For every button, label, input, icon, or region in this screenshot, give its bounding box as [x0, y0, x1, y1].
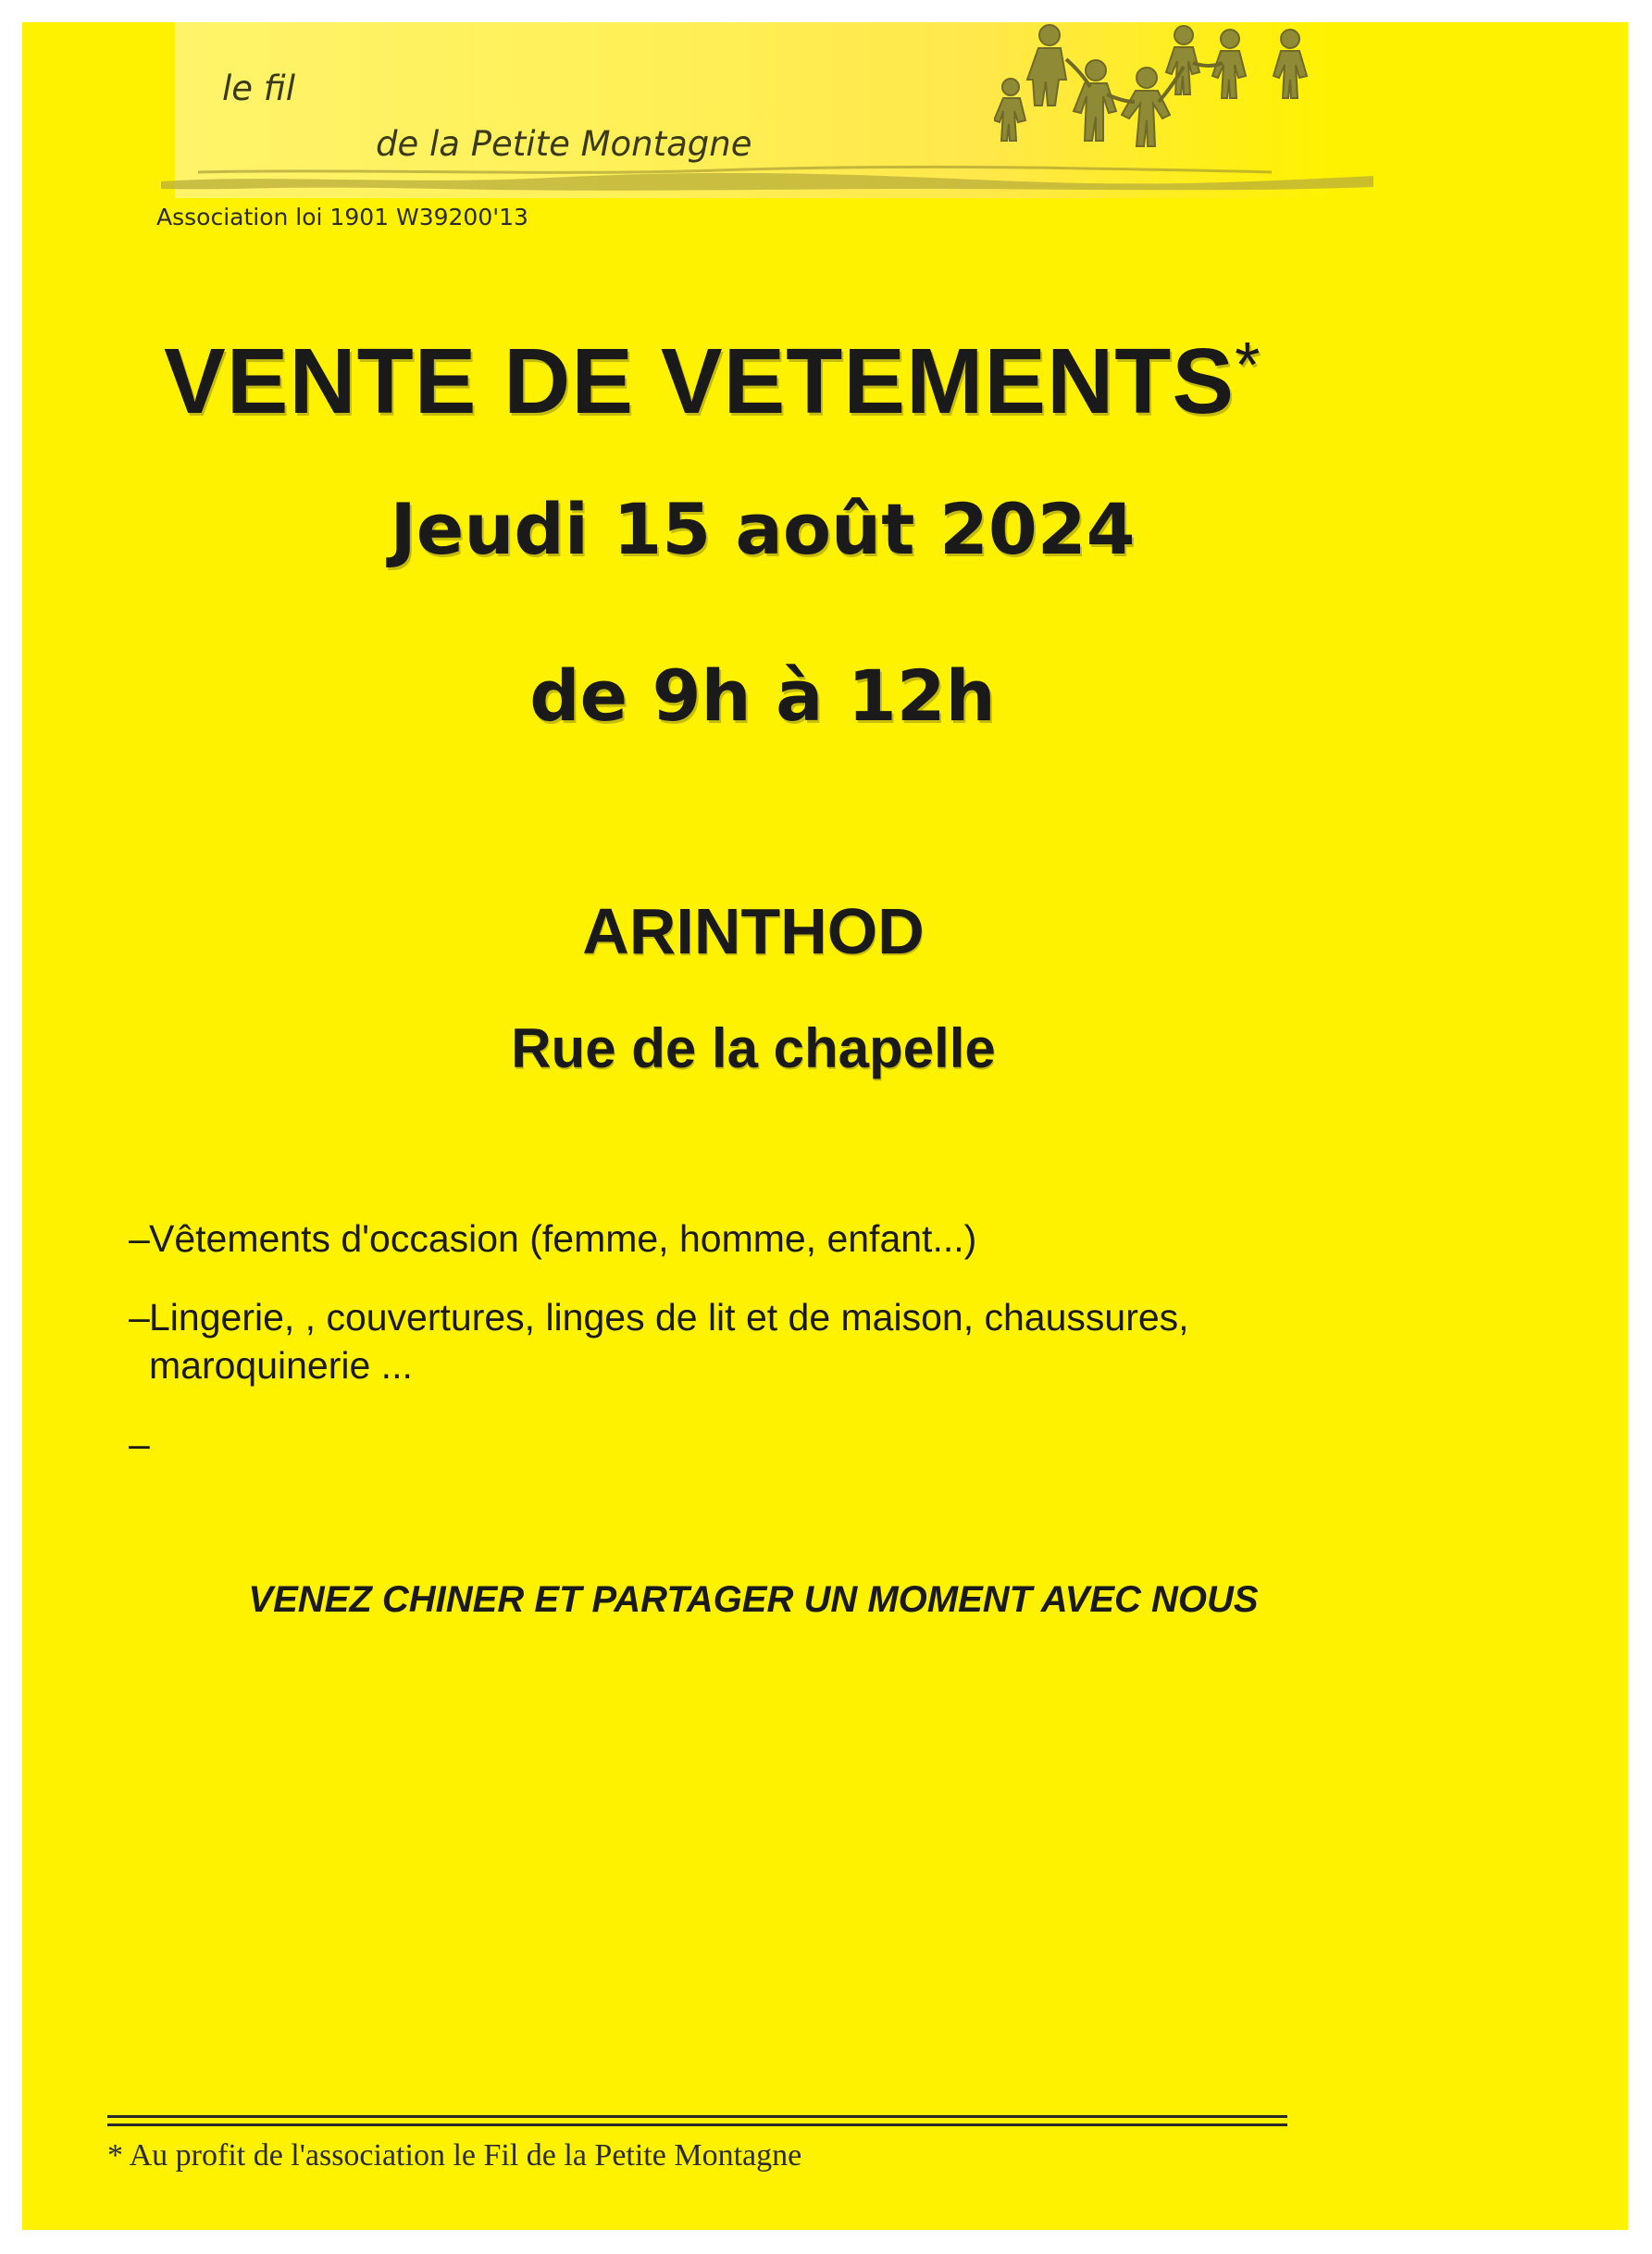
- list-item: [129, 1293, 1332, 1389]
- invitation-text: VENEZ CHINER ET PARTAGER UN MOMENT AVEC NOUS: [248, 1579, 1259, 1620]
- event-town: ARINTHOD: [582, 895, 925, 967]
- flyer-sheet: [22, 22, 1628, 2230]
- logo-text-line-1: le fil: [222, 68, 295, 108]
- event-hours: de 9h à 12h: [529, 654, 996, 737]
- items-list: [129, 1214, 1332, 1497]
- title-asterisk: *: [1235, 329, 1261, 401]
- list-item: [129, 1214, 1332, 1263]
- event-street: Rue de la chapelle: [511, 1017, 996, 1079]
- event-date: Jeudi 15 août 2024: [390, 488, 1136, 570]
- list-item: [129, 1420, 1332, 1466]
- event-title: [164, 328, 1367, 435]
- footer-note: * Au profit de l'association le Fil de la Petite Montagne: [107, 2138, 802, 2173]
- logo-text-line-2: de la Petite Montagne: [376, 124, 752, 164]
- list-item-dash: –: [129, 1423, 150, 1465]
- association-registration: Association loi 1901 W39200'13: [156, 204, 528, 230]
- list-item-text: Vêtements d'occasion (femme, homme, enfant...): [149, 1217, 977, 1260]
- footer-divider-top: [107, 2115, 1287, 2118]
- logo-ground-stroke: [161, 161, 1373, 198]
- list-item-dash: –: [129, 1217, 150, 1260]
- list-item-dash: –: [129, 1296, 150, 1339]
- list-item-text: Lingerie, , couvertures, linges de lit et de maison, chaussures, maroquinerie ...: [149, 1296, 1189, 1387]
- event-title-text: VENTE DE VETEMENTS: [164, 330, 1236, 433]
- footer-divider-bottom: [107, 2123, 1287, 2126]
- people-holding-hands-icon: [994, 22, 1346, 161]
